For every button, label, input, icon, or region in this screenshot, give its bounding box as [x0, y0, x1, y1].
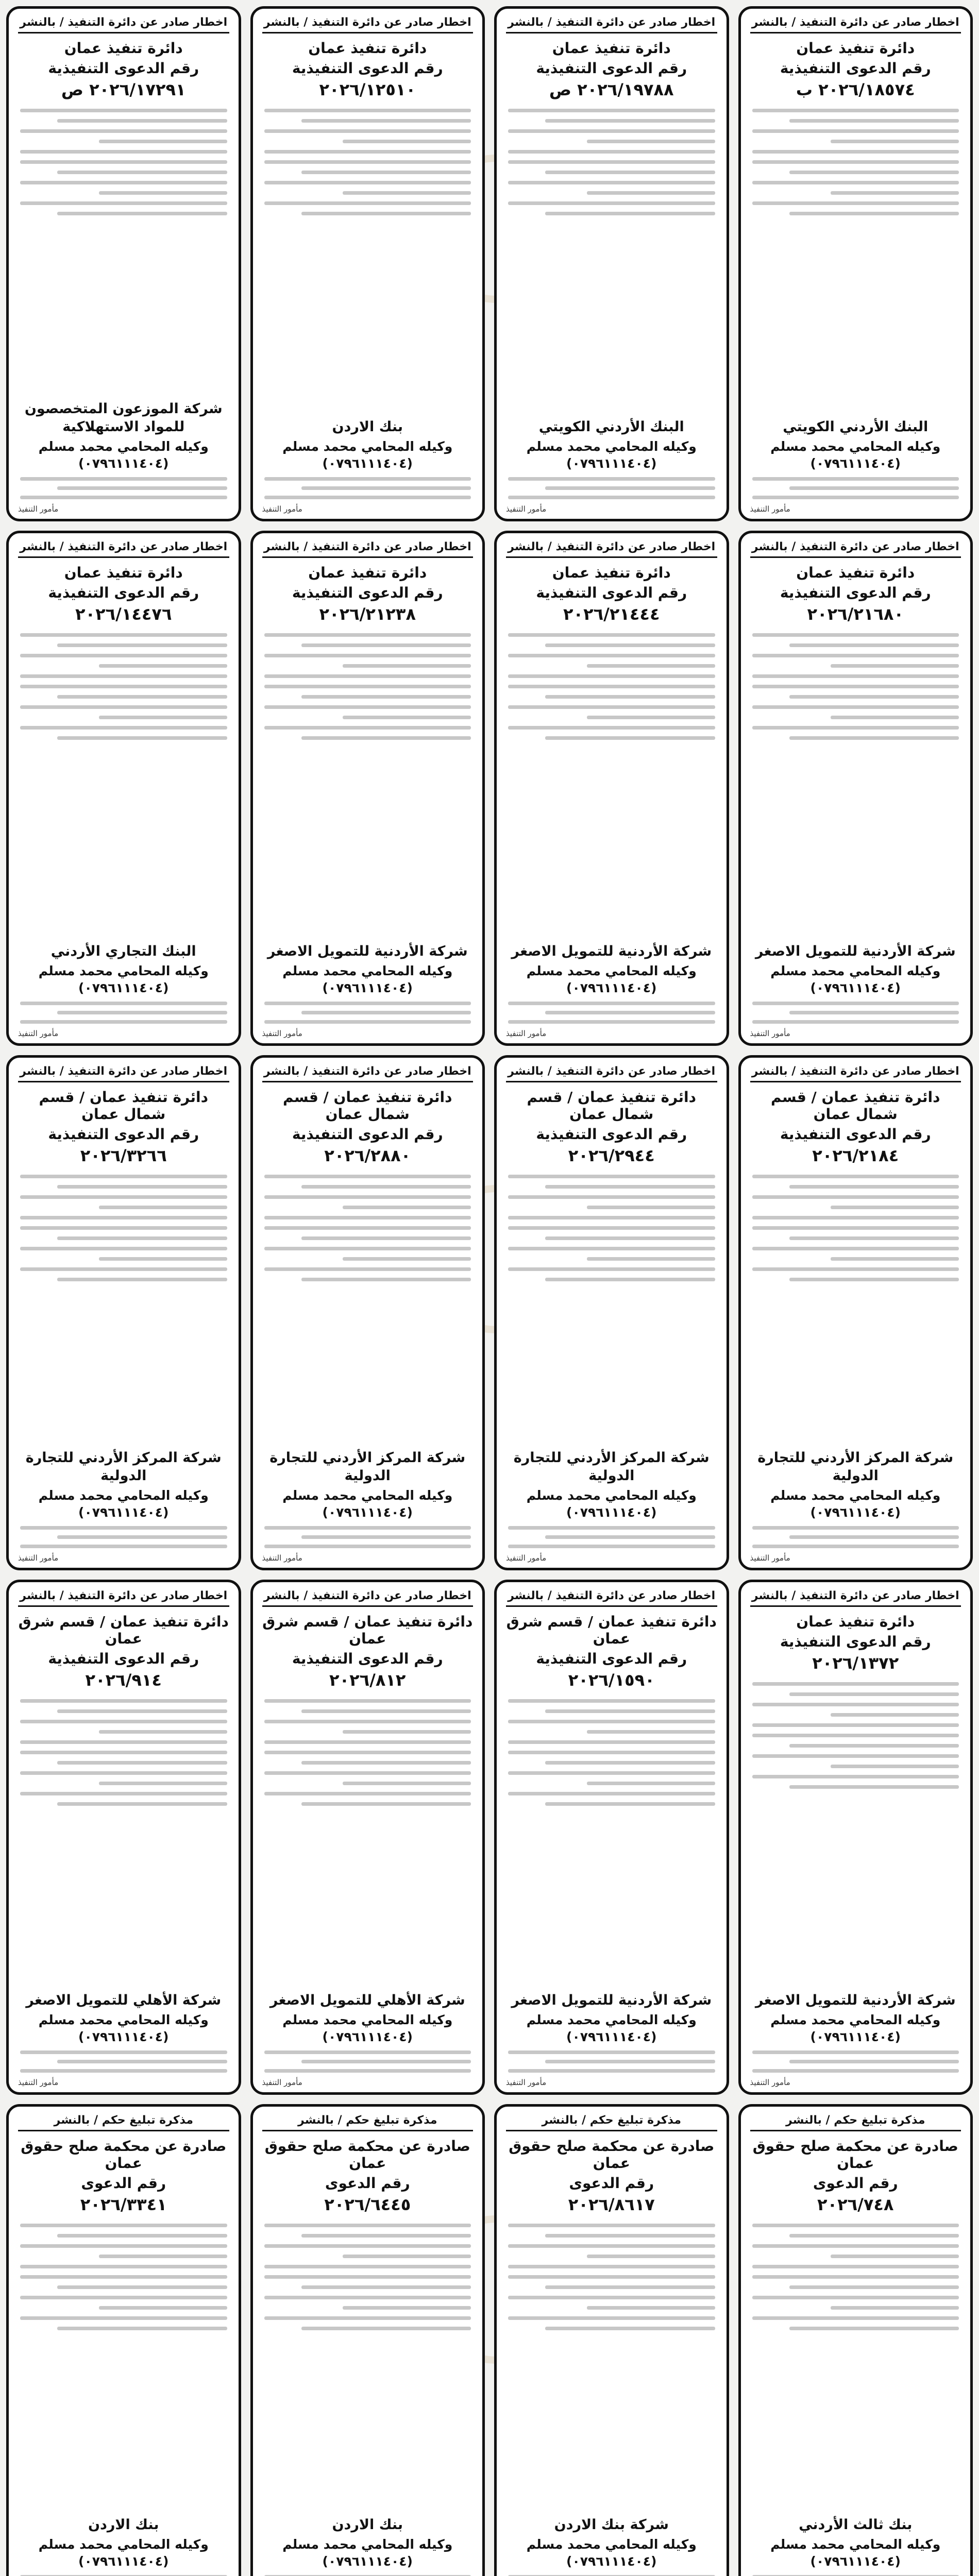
notice-header: مذكرة تبليغ حكم / بالنشر: [506, 2114, 717, 2131]
case-number-label: رقم الدعوى التنفيذية: [536, 60, 687, 77]
lawyer-name: وكيله المحامي محمد مسلم: [526, 963, 697, 978]
lawyer-name: وكيله المحامي محمد مسلم: [282, 1488, 453, 1503]
notice-footer: مأمور التنفيذ: [262, 2078, 302, 2087]
case-number-label: رقم الدعوى: [569, 2175, 654, 2192]
case-number-label: رقم الدعوى التنفيذية: [780, 60, 931, 77]
notice-body-text: [18, 106, 229, 395]
plaintiff-name: شركة الأردنية للتمويل الاصغر: [511, 1992, 712, 2008]
lawyer-phone: (٠٧٩٦١١١٤٠٤): [78, 456, 169, 471]
legal-notice: [738, 531, 973, 1046]
case-number-label: رقم الدعوى التنفيذية: [780, 584, 931, 601]
notice-header: اخطار صادر عن دائرة التنفيذ / بالنشر: [750, 16, 961, 33]
notice-department: صادرة عن محكمة صلح حقوق عمان: [752, 2138, 958, 2172]
legal-notice: [494, 1580, 729, 2095]
notice-body-text: [262, 1172, 474, 1444]
notice-body-text: [18, 1696, 229, 1986]
case-number: ٢٠٢٦/٢١٨٤: [812, 1146, 899, 1165]
notice-closing-text: [750, 2572, 961, 2576]
notice-body-text: [506, 630, 717, 937]
case-number-label: رقم الدعوى التنفيذية: [48, 584, 199, 601]
notice-department: دائرة تنفيذ عمان: [308, 40, 427, 57]
notice-footer: مأمور التنفيذ: [750, 504, 790, 514]
lawyer-phone: (٠٧٩٦١١١٤٠٤): [566, 980, 657, 995]
notice-department: دائرة تنفيذ عمان: [796, 40, 915, 57]
lawyer-phone: (٠٧٩٦١١١٤٠٤): [810, 980, 901, 995]
notice-closing-text: [18, 2047, 229, 2076]
lawyer-phone: (٠٧٩٦١١١٤٠٤): [322, 2554, 413, 2569]
notice-department: دائرة تنفيذ عمان: [64, 564, 183, 581]
notice-header: اخطار صادر عن دائرة التنفيذ / بالنشر: [18, 1065, 229, 1082]
lawyer-phone: (٠٧٩٦١١١٤٠٤): [78, 980, 169, 995]
case-number: ٢٠٢٦/١٧٢٩١ ص: [61, 80, 186, 99]
legal-notice: [738, 6, 973, 521]
legal-notice: [6, 531, 241, 1046]
notice-footer: مأمور التنفيذ: [506, 2078, 547, 2087]
case-number-label: رقم الدعوى التنفيذية: [292, 1126, 443, 1143]
lawyer-phone: (٠٧٩٦١١١٤٠٤): [78, 2554, 169, 2569]
lawyer-phone: (٠٧٩٦١١١٤٠٤): [566, 2029, 657, 2044]
notice-footer: مأمور التنفيذ: [18, 2078, 59, 2087]
notice-closing-text: [506, 2572, 717, 2576]
notice-closing-text: [750, 474, 961, 502]
notice-body-text: [262, 1696, 474, 1986]
lawyer-name: وكيله المحامي محمد مسلم: [770, 963, 941, 978]
lawyer-name: وكيله المحامي محمد مسلم: [38, 963, 209, 978]
case-number: ٢٠٢٦/٣٢٦٦: [80, 1146, 167, 1165]
notice-body-text: [18, 630, 229, 937]
legal-notice: [494, 2104, 729, 2576]
legal-notice: [250, 2104, 485, 2576]
plaintiff-name: شركة الأردنية للتمويل الاصغر: [755, 943, 956, 959]
notice-header: اخطار صادر عن دائرة التنفيذ / بالنشر: [506, 540, 717, 558]
case-number-label: رقم الدعوى التنفيذية: [292, 584, 443, 601]
notice-closing-text: [262, 998, 474, 1027]
plaintiff-name: شركة الأردنية للتمويل الاصغر: [755, 1992, 956, 2008]
legal-notice: [6, 1580, 241, 2095]
notice-footer: مأمور التنفيذ: [506, 1029, 547, 1038]
case-number: ٢٠٢٦/٧٤٨: [817, 2195, 894, 2214]
notice-department: صادرة عن محكمة صلح حقوق عمان: [21, 2138, 227, 2172]
lawyer-name: وكيله المحامي محمد مسلم: [526, 439, 697, 454]
case-number: ٢٠٢٦/٣٣٤١: [80, 2195, 167, 2214]
notice-header: اخطار صادر عن دائرة التنفيذ / بالنشر: [506, 1065, 717, 1082]
notice-department: دائرة تنفيذ عمان / قسم شرق عمان: [18, 1613, 229, 1647]
notice-header: اخطار صادر عن دائرة التنفيذ / بالنشر: [506, 1589, 717, 1607]
notice-body-text: [750, 1679, 961, 1986]
legal-notice: [738, 1580, 973, 2095]
notice-header: اخطار صادر عن دائرة التنفيذ / بالنشر: [18, 16, 229, 33]
notice-department: دائرة تنفيذ عمان: [552, 40, 671, 57]
notice-department: دائرة تنفيذ عمان: [796, 1613, 915, 1630]
notice-closing-text: [506, 2047, 717, 2076]
notice-closing-text: [18, 474, 229, 502]
notice-footer: مأمور التنفيذ: [18, 1553, 59, 1563]
notice-header: مذكرة تبليغ حكم / بالنشر: [18, 2114, 229, 2131]
case-number-label: رقم الدعوى: [325, 2175, 410, 2192]
case-number: ٢٠٢٦/١٤٤٧٦: [75, 604, 172, 624]
lawyer-phone: (٠٧٩٦١١١٤٠٤): [566, 2554, 657, 2569]
case-number: ٢٠٢٦/٢١٦٨٠: [807, 604, 904, 624]
notices-grid: [6, 6, 973, 2576]
lawyer-name: وكيله المحامي محمد مسلم: [38, 439, 209, 454]
plaintiff-name: البنك الأردني الكويتي: [783, 418, 929, 435]
notice-body-text: [18, 1172, 229, 1444]
notice-body-text: [18, 2221, 229, 2511]
legal-notice: [250, 6, 485, 521]
case-number: ٢٠٢٦/١٢٥١٠: [319, 80, 416, 99]
case-number: ٢٠٢٦/٨١٢: [329, 1670, 406, 1690]
notice-body-text: [262, 106, 474, 413]
case-number-label: رقم الدعوى التنفيذية: [536, 1126, 687, 1143]
case-number: ٢٠٢٦/١٨٥٧٤ ب: [796, 80, 915, 99]
lawyer-name: وكيله المحامي محمد مسلم: [282, 439, 453, 454]
plaintiff-name: شركة الأهلي للتمويل الاصغر: [269, 1992, 465, 2008]
notice-department: دائرة تنفيذ عمان / قسم شمال عمان: [39, 1089, 208, 1123]
notice-header: اخطار صادر عن دائرة التنفيذ / بالنشر: [262, 16, 474, 33]
legal-notice: [738, 2104, 973, 2576]
lawyer-phone: (٠٧٩٦١١١٤٠٤): [810, 2029, 901, 2044]
lawyer-phone: (٠٧٩٦١١١٤٠٤): [322, 456, 413, 471]
legal-notice: [6, 1055, 241, 1570]
notice-department: دائرة تنفيذ عمان: [308, 564, 427, 581]
case-number: ٢٠٢٦/١٩٧٨٨ ص: [549, 80, 674, 99]
notice-footer: مأمور التنفيذ: [262, 1029, 302, 1038]
plaintiff-name: بنك الاردن: [88, 2516, 159, 2533]
legal-notice: [250, 531, 485, 1046]
lawyer-phone: (٠٧٩٦١١١٤٠٤): [810, 456, 901, 471]
case-number: ٢٠٢٦/٢٨٨٠: [324, 1146, 411, 1165]
notice-closing-text: [506, 998, 717, 1027]
notice-header: اخطار صادر عن دائرة التنفيذ / بالنشر: [18, 1589, 229, 1607]
lawyer-name: وكيله المحامي محمد مسلم: [282, 2012, 453, 2027]
lawyer-name: وكيله المحامي محمد مسلم: [770, 2537, 941, 2552]
notice-body-text: [506, 1696, 717, 1986]
notice-department: صادرة عن محكمة صلح حقوق عمان: [264, 2138, 470, 2172]
case-number: ٢٠٢٦/١٣٧٢: [812, 1653, 899, 1673]
notice-header: اخطار صادر عن دائرة التنفيذ / بالنشر: [262, 540, 474, 558]
notice-closing-text: [262, 2572, 474, 2576]
lawyer-phone: (٠٧٩٦١١١٤٠٤): [322, 2029, 413, 2044]
notice-header: اخطار صادر عن دائرة التنفيذ / بالنشر: [750, 1589, 961, 1607]
case-number-label: رقم الدعوى التنفيذية: [48, 1126, 199, 1143]
notice-body-text: [262, 2221, 474, 2511]
notice-department: دائرة تنفيذ عمان / قسم شرق عمان: [262, 1613, 473, 1647]
legal-notice: [494, 531, 729, 1046]
notice-closing-text: [262, 1523, 474, 1551]
lawyer-name: وكيله المحامي محمد مسلم: [282, 2537, 453, 2552]
notice-closing-text: [18, 1523, 229, 1551]
notice-header: اخطار صادر عن دائرة التنفيذ / بالنشر: [750, 1065, 961, 1082]
case-number-label: رقم الدعوى التنفيذية: [292, 1650, 443, 1667]
case-number: ٢٠٢٦/١٥٩٠: [568, 1670, 655, 1690]
notice-footer: مأمور التنفيذ: [262, 504, 302, 514]
case-number-label: رقم الدعوى التنفيذية: [292, 60, 443, 77]
lawyer-phone: (٠٧٩٦١١١٤٠٤): [566, 456, 657, 471]
notice-closing-text: [262, 2047, 474, 2076]
legal-notice: [250, 1580, 485, 2095]
notice-body-text: [750, 106, 961, 413]
lawyer-phone: (٠٧٩٦١١١٤٠٤): [78, 1505, 169, 1520]
lawyer-phone: (٠٧٩٦١١١٤٠٤): [322, 980, 413, 995]
notice-footer: مأمور التنفيذ: [506, 504, 547, 514]
lawyer-name: وكيله المحامي محمد مسلم: [526, 2012, 697, 2027]
lawyer-name: وكيله المحامي محمد مسلم: [38, 1488, 209, 1503]
notice-header: مذكرة تبليغ حكم / بالنشر: [262, 2114, 474, 2131]
case-number-label: رقم الدعوى التنفيذية: [780, 1126, 931, 1143]
lawyer-name: وكيله المحامي محمد مسلم: [770, 1488, 941, 1503]
case-number-label: رقم الدعوى التنفيذية: [536, 1650, 687, 1667]
notice-department: دائرة تنفيذ عمان / قسم شمال عمان: [771, 1089, 940, 1123]
notice-department: دائرة تنفيذ عمان / قسم شرق عمان: [506, 1613, 717, 1647]
lawyer-phone: (٠٧٩٦١١١٤٠٤): [810, 2554, 901, 2569]
legal-notice: [6, 6, 241, 521]
plaintiff-name: شركة المركز الأردني للتجارة الدولية: [757, 1449, 954, 1484]
case-number: ٢٠٢٦/٢١٢٣٨: [319, 604, 416, 624]
lawyer-name: وكيله المحامي محمد مسلم: [526, 1488, 697, 1503]
notice-footer: مأمور التنفيذ: [750, 1029, 790, 1038]
notice-department: دائرة تنفيذ عمان: [552, 564, 671, 581]
notice-header: مذكرة تبليغ حكم / بالنشر: [750, 2114, 961, 2131]
notice-closing-text: [750, 2047, 961, 2076]
notice-closing-text: [506, 1523, 717, 1551]
lawyer-name: وكيله المحامي محمد مسلم: [770, 439, 941, 454]
notice-footer: مأمور التنفيذ: [18, 1029, 59, 1038]
case-number-label: رقم الدعوى التنفيذية: [780, 1633, 931, 1650]
notice-header: اخطار صادر عن دائرة التنفيذ / بالنشر: [506, 16, 717, 33]
lawyer-name: وكيله المحامي محمد مسلم: [38, 2012, 209, 2027]
notice-department: دائرة تنفيذ عمان / قسم شمال عمان: [527, 1089, 696, 1123]
case-number: ٢٠٢٦/٢١٤٤٤: [563, 604, 660, 624]
case-number: ٢٠٢٦/٦٤٤٥: [324, 2195, 411, 2214]
case-number-label: رقم الدعوى التنفيذية: [48, 60, 199, 77]
notice-closing-text: [750, 1523, 961, 1551]
lawyer-phone: (٠٧٩٦١١١٤٠٤): [78, 2029, 169, 2044]
notice-footer: مأمور التنفيذ: [262, 1553, 302, 1563]
lawyer-phone: (٠٧٩٦١١١٤٠٤): [322, 1505, 413, 1520]
lawyer-phone: (٠٧٩٦١١١٤٠٤): [810, 1505, 901, 1520]
legal-notice: [494, 1055, 729, 1570]
notice-closing-text: [18, 2572, 229, 2576]
case-number: ٢٠٢٦/٨٦١٧: [568, 2195, 655, 2214]
legal-notice: [6, 2104, 241, 2576]
plaintiff-name: شركة المركز الأردني للتجارة الدولية: [269, 1449, 466, 1484]
legal-notice: [738, 1055, 973, 1570]
lawyer-phone: (٠٧٩٦١١١٤٠٤): [566, 1505, 657, 1520]
case-number: ٢٠٢٦/٢٩٤٤: [568, 1146, 655, 1165]
legal-notice: [250, 1055, 485, 1570]
notice-department: دائرة تنفيذ عمان: [64, 40, 183, 57]
case-number: ٢٠٢٦/٩١٤: [85, 1670, 162, 1690]
notice-department: دائرة تنفيذ عمان: [796, 564, 915, 581]
notice-body-text: [750, 1172, 961, 1444]
notice-body-text: [750, 2221, 961, 2511]
plaintiff-name: شركة المركز الأردني للتجارة الدولية: [513, 1449, 710, 1484]
plaintiff-name: بنك الاردن: [332, 2516, 403, 2533]
notice-body-text: [506, 2221, 717, 2511]
notice-body-text: [262, 630, 474, 937]
case-number-label: رقم الدعوى: [81, 2175, 166, 2192]
plaintiff-name: شركة الأهلي للتمويل الاصغر: [26, 1992, 222, 2008]
notice-closing-text: [750, 998, 961, 1027]
plaintiff-name: شركة المركز الأردني للتجارة الدولية: [25, 1449, 222, 1484]
notice-department: صادرة عن محكمة صلح حقوق عمان: [509, 2138, 715, 2172]
lawyer-name: وكيله المحامي محمد مسلم: [770, 2012, 941, 2027]
lawyer-name: وكيله المحامي محمد مسلم: [38, 2537, 209, 2552]
notice-footer: مأمور التنفيذ: [18, 504, 59, 514]
notice-department: دائرة تنفيذ عمان / قسم شمال عمان: [283, 1089, 452, 1123]
notice-body-text: [750, 630, 961, 937]
plaintiff-name: شركة بنك الاردن: [554, 2516, 669, 2533]
case-number-label: رقم الدعوى: [813, 2175, 898, 2192]
notice-header: اخطار صادر عن دائرة التنفيذ / بالنشر: [18, 540, 229, 558]
case-number-label: رقم الدعوى التنفيذية: [48, 1650, 199, 1667]
notice-footer: مأمور التنفيذ: [506, 1553, 547, 1563]
plaintiff-name: بنك الاردن: [332, 418, 403, 435]
plaintiff-name: البنك الأردني الكويتي: [538, 418, 684, 435]
notice-header: اخطار صادر عن دائرة التنفيذ / بالنشر: [750, 540, 961, 558]
notice-closing-text: [18, 998, 229, 1027]
notice-closing-text: [506, 474, 717, 502]
notice-body-text: [506, 1172, 717, 1444]
plaintiff-name: بنك ثالث الأردني: [799, 2516, 913, 2533]
notice-header: اخطار صادر عن دائرة التنفيذ / بالنشر: [262, 1065, 474, 1082]
notice-footer: مأمور التنفيذ: [750, 1553, 790, 1563]
plaintiff-name: شركة الموزعون المتخصصون للمواد الاستهلاكية: [24, 400, 223, 435]
lawyer-name: وكيله المحامي محمد مسلم: [282, 963, 453, 978]
plaintiff-name: البنك التجاري الأردني: [50, 943, 196, 959]
plaintiff-name: شركة الأردنية للتمويل الاصغر: [267, 943, 468, 959]
notice-header: اخطار صادر عن دائرة التنفيذ / بالنشر: [262, 1589, 474, 1607]
notice-closing-text: [262, 474, 474, 502]
legal-notice: [494, 6, 729, 521]
notice-footer: مأمور التنفيذ: [750, 2078, 790, 2087]
lawyer-name: وكيله المحامي محمد مسلم: [526, 2537, 697, 2552]
plaintiff-name: شركة الأردنية للتمويل الاصغر: [511, 943, 712, 959]
notice-body-text: [506, 106, 717, 413]
case-number-label: رقم الدعوى التنفيذية: [536, 584, 687, 601]
